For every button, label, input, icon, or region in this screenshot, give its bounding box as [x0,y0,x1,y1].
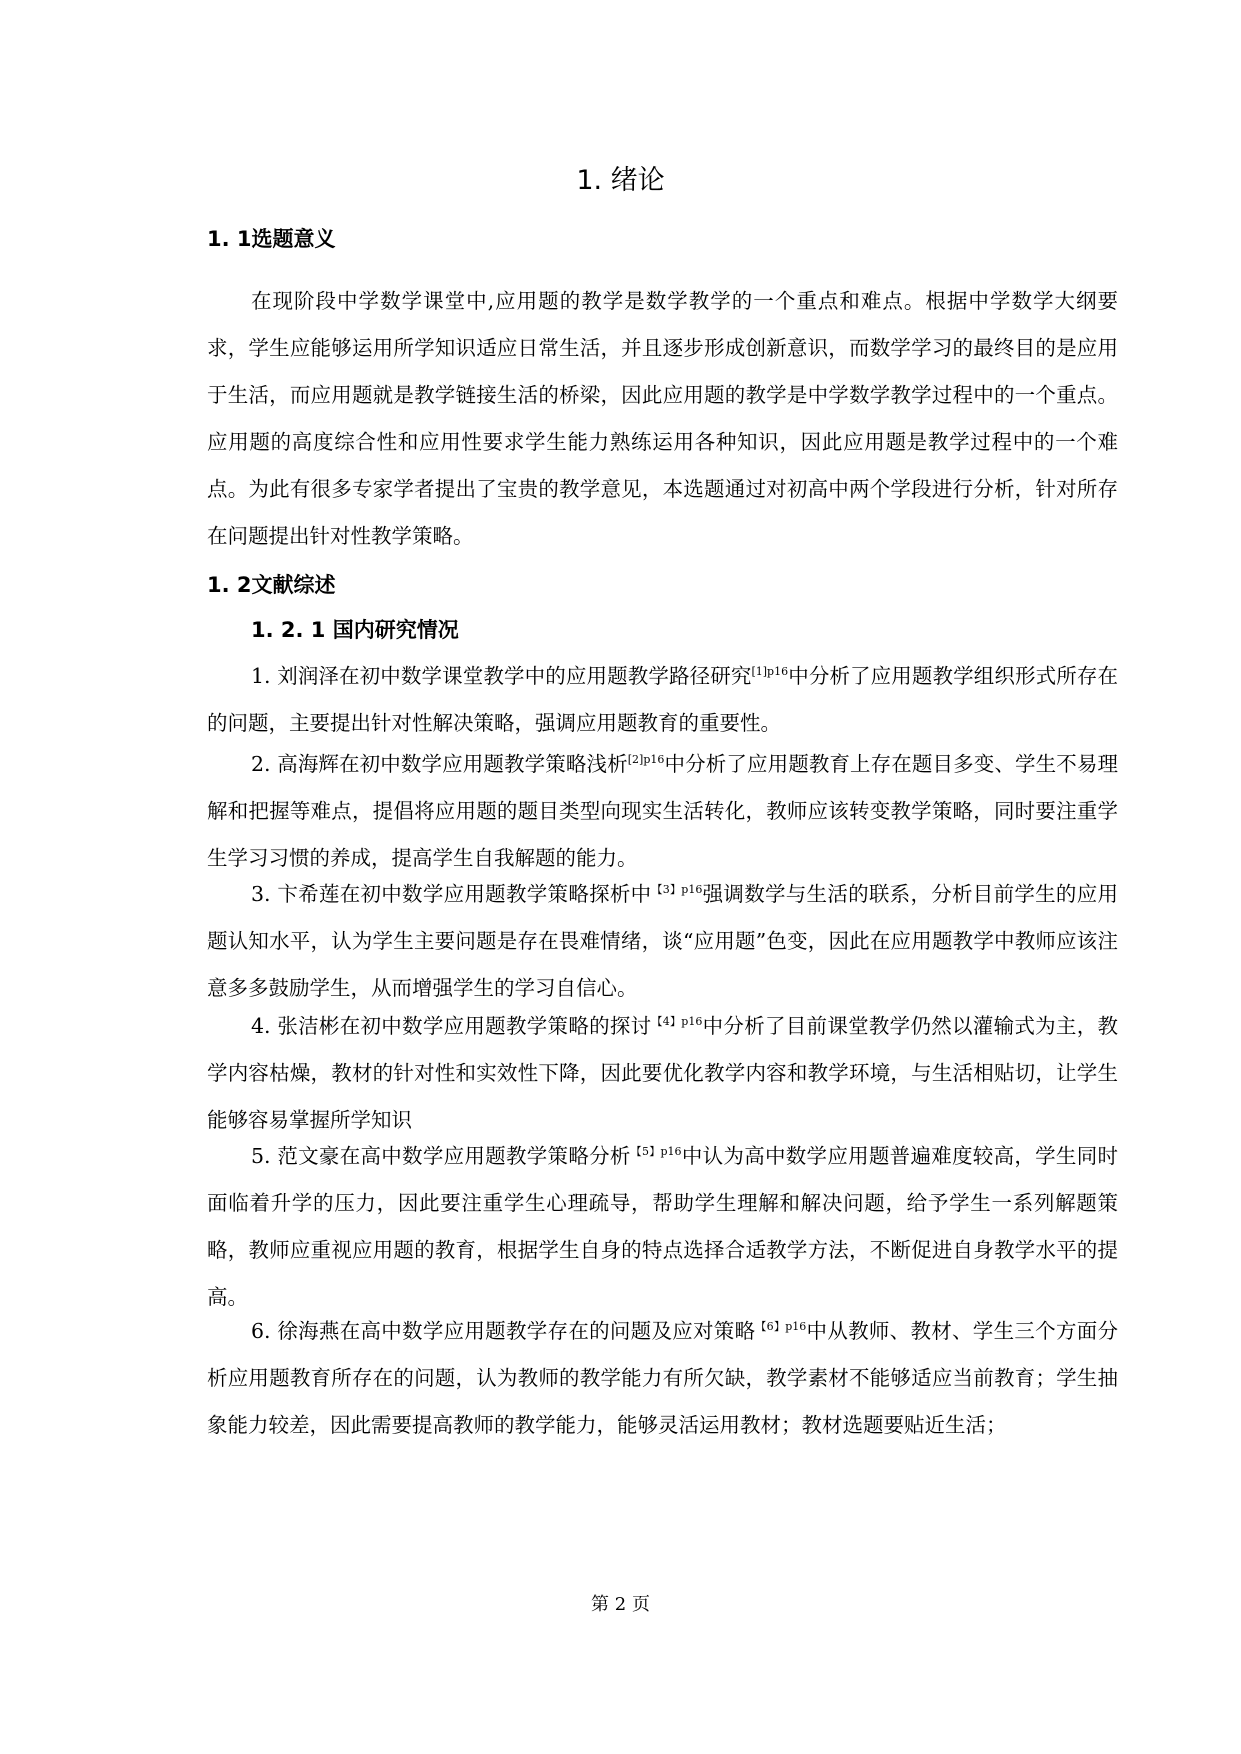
reference-paragraph-3: 3. 卞希莲在初中数学应用题教学策略探析中$^{【3】p16}$强调数学与生活的联系，分析目前学生的应用题认知水平，认为学生主要问题是存在畏难情绪，谈“应用题”色变，因此在应用题教学中教师应该注意多多鼓励学生，从而增强学生的学习自信心。 [207,882,1118,1000]
paragraph-topic-significance: 在现阶段中学数学课堂中,应用题的教学是数学教学的一个重点和难点。根据中学数学大纲要求，学生应能够运用所学知识适应日常生活，并且逐步形成创新意识，而数学学习的最终目的是应用于生活，而应用题就是教学链接生活的桥梁，因此应用题的教学是中学数学教学过程中的一个重点。应用题的高度综合性和应用性要求学生能力熟练运用各种知识，因此应用题是教学过程中的一个难点。为此有很多专家学者提出了宝贵的教学意见，本选题通过对初高中两个学段进行分析，针对所存在问题提出针对性教学策略。 [207,289,1118,548]
section-heading-1-1: 1. 1选题意义 [207,227,336,251]
citation-marker: 【5】p16 [630,1145,682,1159]
reference-paragraph-4: 4. 张洁彬在初中数学应用题教学策略的探讨$^{【4】p16}$中分析了目前课堂教学仍然以灌输式为主，教学内容枯燥，教材的针对性和实效性下降，因此要优化教学内容和教学环境，与生活相贴切，让学生能够容易掌握所学知识 [207,1014,1118,1132]
page-number-footer: 第 2 页 [591,1594,650,1615]
citation-marker: 【6】p16 [755,1320,807,1334]
subsection-heading-1-2-1: 1. 2. 1 国内研究情况 [251,618,459,642]
section-heading-1-2: 1. 2文献综述 [207,573,336,597]
citation-marker: [1]p16 [751,665,789,679]
reference-paragraph-2: 2. 高海辉在初中数学应用题教学策略浅析$^{[2]p16}$中分析了应用题教育上存在题目多变、学生不易理解和把握等难点，提倡将应用题的题目类型向现实生活转化，教师应该转变教学策略，同时要注重学生学习习惯的养成，提高学生自我解题的能力。 [207,752,1118,870]
citation-marker: 【4】p16 [651,1015,703,1029]
reference-paragraph-5: 5. 范文豪在高中数学应用题教学策略分析$^{【5】p16}$中认为高中数学应用题普遍难度较高，学生同时面临着升学的压力，因此要注重学生心理疏导，帮助学生理解和解决问题，给予学生一系列解题策略，教师应重视应用题的教育，根据学生自身的特点选择合适教学方法，不断促进自身教学水平的提高。 [207,1144,1118,1309]
citation-marker: [2]p16 [627,753,665,767]
reference-paragraph-6: 6. 徐海燕在高中数学应用题教学存在的问题及应对策略$^{【6】p16}$中从教师、教材、学生三个方面分析应用题教育所存在的问题，认为教师的教学能力有所欠缺，教学素材不能够适应当前教育；学生抽象能力较差，因此需要提高教师的教学能力，能够灵活运用教材；教材选题要贴近生活； [207,1319,1119,1437]
chapter-title: 1. 绪论 [576,165,665,196]
reference-paragraph-1: 1. 刘润泽在初中数学课堂教学中的应用题教学路径研究$^{[1]p16}$中分析了应用题教学组织形式所存在的问题，主要提出针对性解决策略，强调应用题教育的重要性。 [207,664,1118,735]
citation-marker: 【3】p16 [651,883,703,897]
